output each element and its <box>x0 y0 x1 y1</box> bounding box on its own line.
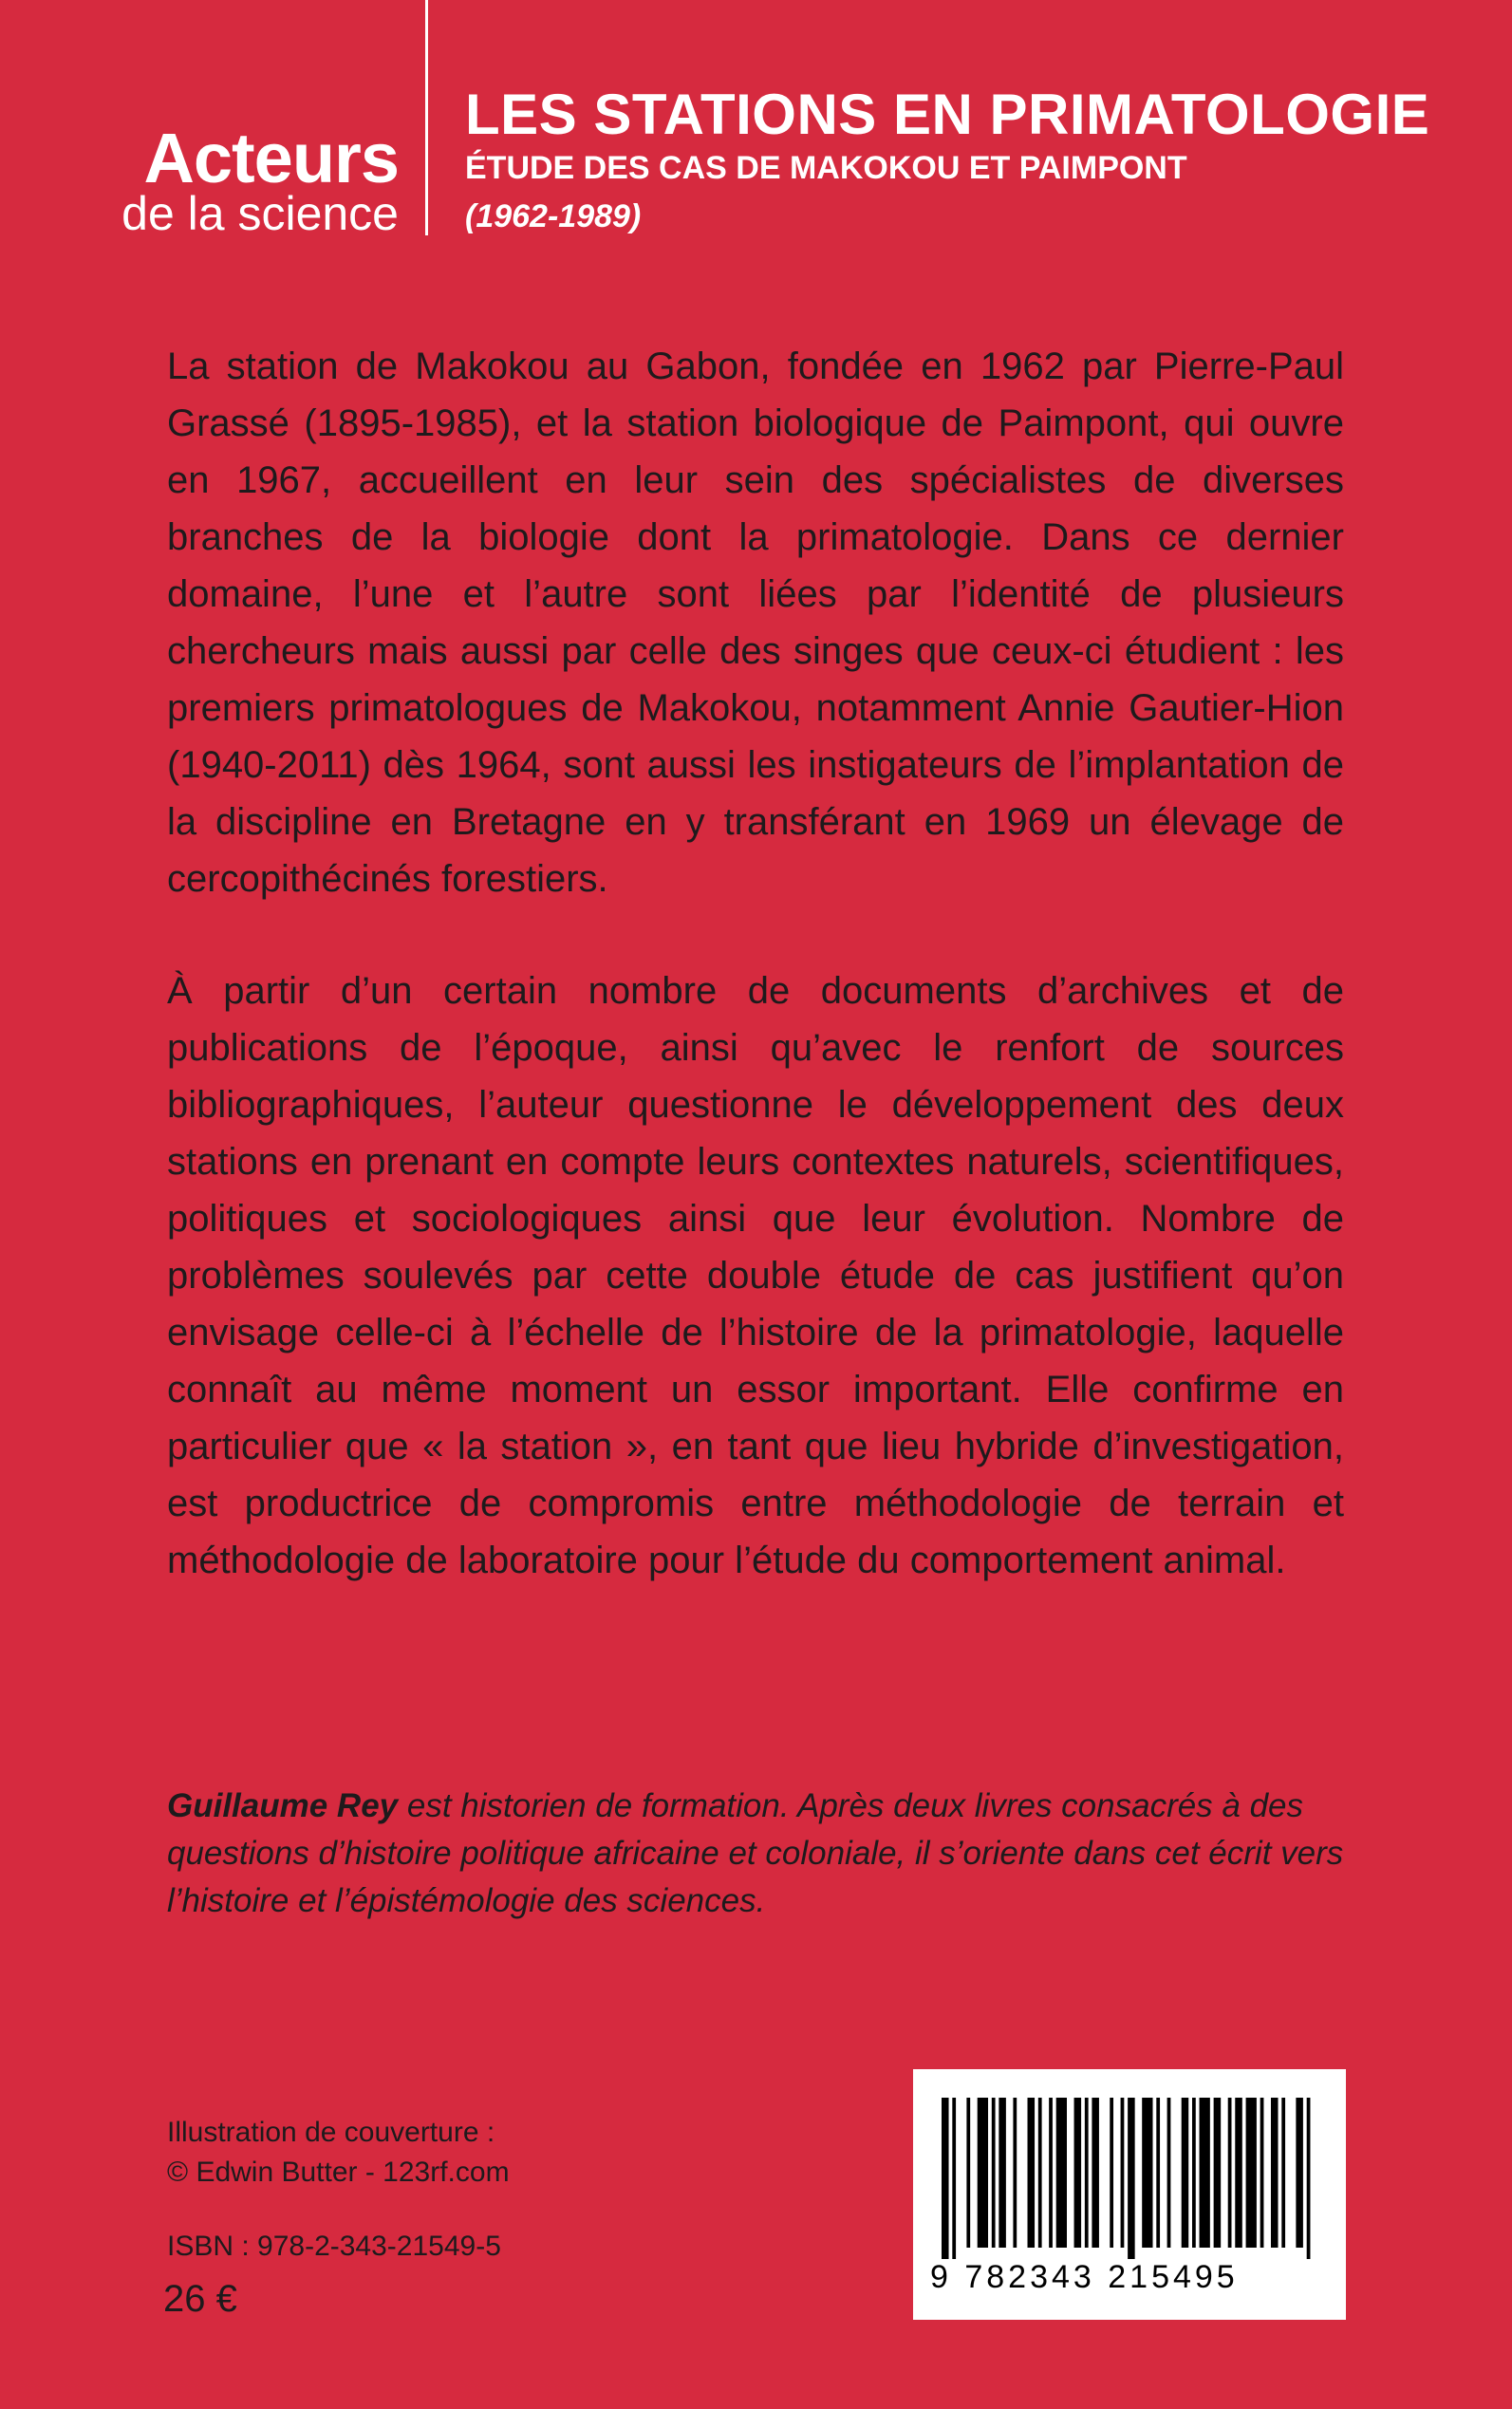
barcode-box <box>913 2069 1346 2320</box>
barcode-bar <box>978 2098 988 2248</box>
barcode-bar <box>1038 2098 1042 2248</box>
barcode-bar <box>1182 2098 1189 2248</box>
barcode-bar <box>942 2098 949 2259</box>
barcode-bar <box>1296 2098 1303 2248</box>
barcode-bar <box>1271 2098 1279 2248</box>
barcode-bar <box>966 2098 970 2248</box>
barcode-bar <box>1235 2098 1242 2248</box>
barcode-bar <box>952 2098 956 2259</box>
barcode-bar <box>1142 2098 1152 2248</box>
series-logo <box>95 119 399 240</box>
barcode-bar <box>1200 2098 1210 2248</box>
credits-value: © Edwin Butter - 123rf.com <box>167 2157 510 2188</box>
author-bio <box>167 1783 1344 1925</box>
series-name-line1: Acteurs <box>143 119 399 197</box>
credits-label: Illustration de couverture : <box>167 2117 495 2148</box>
author-bio-text: est historien de formation. Après deux livres consacrés à des questions d’histoire politique africaine et coloniale, il s’oriente dans cet écrit vers l’histoire et l’épistémologie des sciences. <box>167 1787 1344 1919</box>
header-divider <box>425 0 428 235</box>
price: 26 € <box>163 2278 237 2320</box>
barcode-bar <box>1228 2098 1232 2248</box>
barcode-bar <box>1013 2098 1017 2248</box>
barcode-bar <box>1056 2098 1067 2248</box>
book-title-block <box>465 84 1429 235</box>
barcode-bar <box>1049 2098 1053 2248</box>
barcode-bar <box>1028 2098 1036 2248</box>
book-title: LES STATIONS EN PRIMATOLOGIE <box>465 83 1430 146</box>
summary-paragraph-2: À partir d’un certain nombre de documents d’archives et de publications de l’époque, ainsi qu’avec le renfort de sources bibliographiques, l’auteur questionne le développement des deux stations en prenant en compte leurs contextes naturels, scientifiques, politiques et sociologiques ainsi que leur évolution. Nombre de problèmes soulevés par cette double étude de cas justifient qu’on envisage celle-ci à l’échelle de l’histoire de la primatologie, laquelle connaît au même moment un essor important. Elle confirme en particulier que « la station », en tant que lieu hybride d’investigation, est productrice de compromis entre méthodologie de terrain et méthodologie de laboratoire pour l’étude du comportement animal. <box>167 970 1344 1581</box>
barcode-bar <box>1260 2098 1264 2248</box>
barcode-bar <box>1110 2098 1113 2248</box>
barcode-bar <box>1074 2098 1082 2248</box>
barcode-bar <box>1156 2098 1160 2248</box>
barcode-digits: 9 782343 215495 <box>930 2259 1239 2295</box>
cover-credits <box>167 2113 510 2193</box>
barcode-bar <box>1246 2098 1257 2248</box>
barcode-bar <box>1214 2098 1222 2248</box>
series-name-line2: de la science <box>121 187 399 240</box>
book-subtitle: ÉTUDE DES CAS DE MAKOKOU ET PAIMPONT <box>465 150 1187 186</box>
isbn: ISBN : 978-2-343-21549-5 <box>167 2231 501 2262</box>
author-name: Guillaume Rey <box>167 1787 399 1824</box>
barcode-bar <box>1085 2098 1089 2248</box>
barcode <box>942 2098 1317 2259</box>
barcode-bar <box>1192 2098 1196 2248</box>
barcode-bar <box>1128 2098 1135 2259</box>
barcode-bar <box>1281 2098 1285 2248</box>
barcode-bar <box>1121 2098 1125 2248</box>
barcode-bar <box>999 2098 1006 2248</box>
book-years: (1962-1989) <box>465 198 642 234</box>
barcode-bar <box>1167 2098 1171 2248</box>
barcode-bar <box>1307 2098 1311 2259</box>
barcode-bar <box>1092 2098 1099 2248</box>
summary-paragraph-1: La station de Makokou au Gabon, fondée en 1962 par Pierre-Paul Grassé (1895-1985), et la station biologique de Paimpont, qui ouvre en 1967, accueillent en leur sein des spécialistes de diverses branches de la biologie dont la primatologie. Dans ce dernier domaine, l’une et l’autre sont liées par l’identité de plusieurs chercheurs mais aussi par celle des singes que ceux-ci étudient : les premiers primatologues de Makokou, notamment Annie Gautier-Hion (1940-2011) dès 1964, sont aussi les instigateurs de l’implantation de la discipline en Bretagne en y transférant en 1969 un élevage de cercopithécinés forestiers. <box>167 345 1344 900</box>
barcode-bar <box>992 2098 996 2248</box>
